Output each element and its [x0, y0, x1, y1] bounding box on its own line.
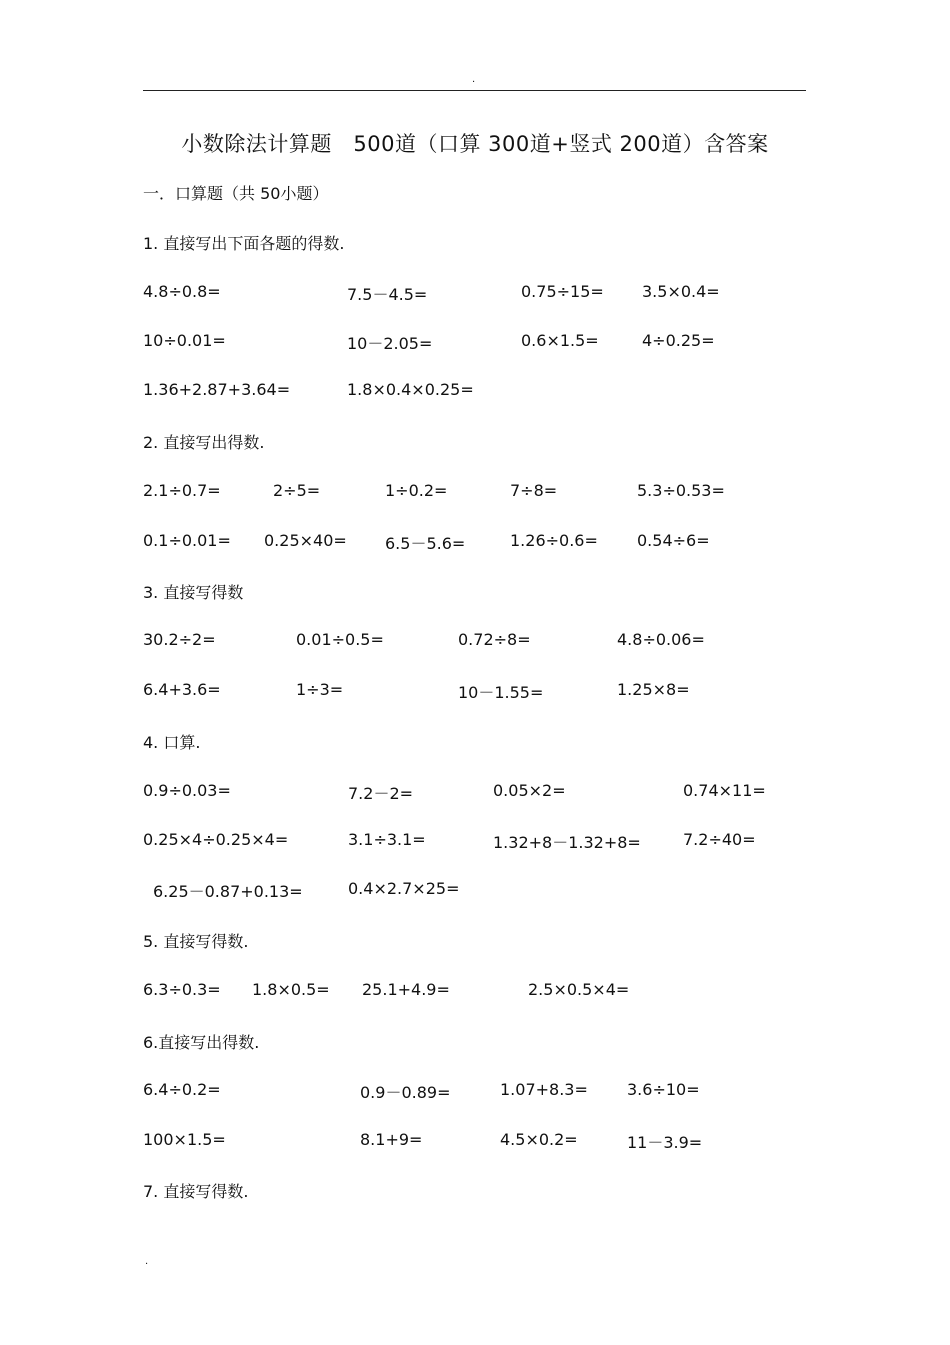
problem-row	[0, 781, 950, 805]
problem-item: 2÷5=	[273, 481, 321, 500]
problem-item: 10－1.55=	[458, 683, 544, 702]
problem-item: 6.25－0.87+0.13=	[153, 882, 303, 901]
problem-item: 3.5×0.4=	[642, 282, 720, 301]
section-heading: 一．口算题（共 50小题）	[143, 184, 329, 203]
problem-item: 0.72÷8=	[458, 630, 531, 649]
problem-item: 0.4×2.7×25=	[348, 879, 460, 898]
problem-item: 3.6÷10=	[627, 1080, 700, 1099]
problem-item: 6.5－5.6=	[385, 534, 466, 553]
problem-item: 6.4÷0.2=	[143, 1080, 221, 1099]
question-heading: 1. 直接写出下面各题的得数.	[143, 234, 345, 253]
problem-row	[0, 380, 950, 404]
problem-item: 7÷8=	[510, 481, 558, 500]
problem-item: 0.05×2=	[493, 781, 566, 800]
problem-item: 10÷0.01=	[143, 331, 226, 350]
problem-item: 2.5×0.5×4=	[528, 980, 630, 999]
problem-item: 0.25×4÷0.25×4=	[143, 830, 289, 849]
problem-item: 0.9÷0.03=	[143, 781, 231, 800]
problem-item: 25.1+4.9=	[362, 980, 450, 999]
problem-item: 1.07+8.3=	[500, 1080, 588, 1099]
problem-item: 0.54÷6=	[637, 531, 710, 550]
problem-item: 3.1÷3.1=	[348, 830, 426, 849]
problem-item: 6.3÷0.3=	[143, 980, 221, 999]
problem-row	[0, 1130, 950, 1154]
problem-row	[0, 680, 950, 704]
problem-item: 10－2.05=	[347, 334, 433, 353]
question-heading: 3. 直接写得数	[143, 583, 244, 602]
problem-row	[0, 531, 950, 555]
problem-row	[0, 481, 950, 505]
problem-item: 100×1.5=	[143, 1130, 226, 1149]
question-heading: 5. 直接写得数.	[143, 932, 249, 951]
problem-item: 0.74×11=	[683, 781, 766, 800]
problem-item: 4.8÷0.06=	[617, 630, 705, 649]
problem-item: 1.8×0.5=	[252, 980, 330, 999]
problem-row	[0, 879, 950, 903]
problem-item: 4.5×0.2=	[500, 1130, 578, 1149]
problem-item: 0.1÷0.01=	[143, 531, 231, 550]
header-mark: .	[472, 74, 476, 85]
problem-row	[0, 1080, 950, 1104]
page-title: 小数除法计算题 500道（口算 300道+竖式 200道）含答案	[181, 132, 769, 156]
problem-row	[0, 331, 950, 355]
problem-item: 0.25×40=	[264, 531, 347, 550]
question-heading: 4. 口算.	[143, 733, 201, 752]
problem-item: 7.2－2=	[348, 784, 414, 803]
problem-item: 0.6×1.5=	[521, 331, 599, 350]
problem-item: 11－3.9=	[627, 1133, 703, 1152]
problem-item: 1.25×8=	[617, 680, 690, 699]
problem-item: 2.1÷0.7=	[143, 481, 221, 500]
problem-item: 1.8×0.4×0.25=	[347, 380, 474, 399]
footer-mark: .	[145, 1256, 149, 1267]
question-heading: 7. 直接写得数.	[143, 1182, 249, 1201]
problem-item: 8.1+9=	[360, 1130, 423, 1149]
problem-item: 1.26÷0.6=	[510, 531, 598, 550]
problem-item: 1.32+8－1.32+8=	[493, 833, 641, 852]
question-heading: 2. 直接写出得数.	[143, 433, 265, 452]
problem-row	[0, 830, 950, 854]
problem-item: 1.36+2.87+3.64=	[143, 380, 291, 399]
problem-item: 5.3÷0.53=	[637, 481, 725, 500]
problem-item: 1÷3=	[296, 680, 344, 699]
problem-item: 0.01÷0.5=	[296, 630, 384, 649]
problem-row	[0, 282, 950, 306]
question-heading: 6.直接写出得数.	[143, 1033, 260, 1052]
problem-item: 4.8÷0.8=	[143, 282, 221, 301]
header-rule	[143, 90, 806, 91]
problem-row	[0, 630, 950, 654]
problem-item: 7.5－4.5=	[347, 285, 428, 304]
problem-row	[0, 980, 950, 1004]
problem-item: 6.4+3.6=	[143, 680, 221, 699]
problem-item: 30.2÷2=	[143, 630, 216, 649]
problem-item: 0.75÷15=	[521, 282, 604, 301]
problem-item: 7.2÷40=	[683, 830, 756, 849]
problem-item: 4÷0.25=	[642, 331, 715, 350]
problem-item: 0.9－0.89=	[360, 1083, 451, 1102]
problem-item: 1÷0.2=	[385, 481, 448, 500]
